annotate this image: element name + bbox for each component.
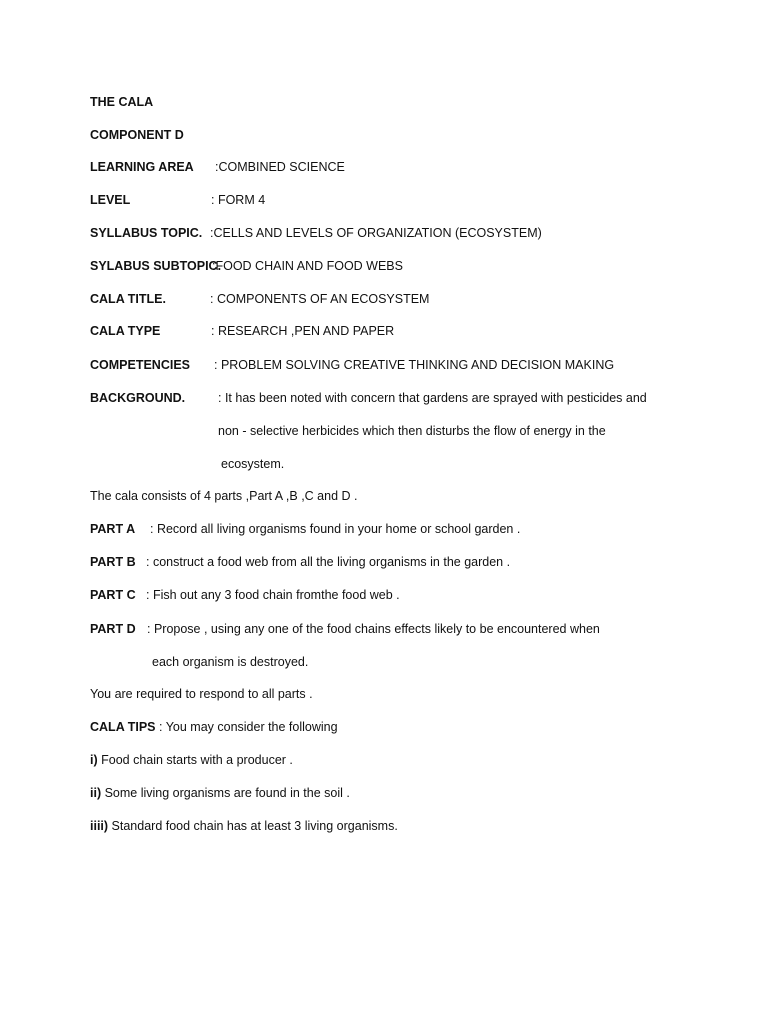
cala-tips-text: : You may consider the following — [155, 720, 338, 734]
part-b-text: : construct a food web from all the living organisms in the garden . — [146, 555, 511, 569]
learning-area-value: :COMBINED SCIENCE — [215, 160, 345, 174]
tip-1-label: i) — [90, 753, 98, 767]
tip-item-3 — [90, 818, 398, 834]
tip-3-text: Standard food chain has at least 3 living organisms. — [108, 819, 398, 833]
part-d-text: : Propose , using any one of the food chains effects likely to be encountered when — [147, 622, 600, 636]
cala-title-value: : COMPONENTS OF AN ECOSYSTEM — [210, 292, 430, 306]
syllabus-subtopic-value: :FOOD CHAIN AND FOOD WEBS — [212, 259, 403, 273]
cala-tips-line — [90, 719, 338, 735]
part-d-text-line2: each organism is destroyed. — [152, 655, 309, 669]
part-a-label: PART A — [90, 522, 136, 536]
tip-2-label: ii) — [90, 786, 102, 800]
part-a-text: : Record all living organisms found in your home or school garden . — [150, 522, 521, 536]
cala-title-label: CALA TITLE. — [90, 292, 166, 306]
syllabus-topic-label: SYLLABUS TOPIC. — [90, 226, 203, 240]
cala-tips-label: CALA TIPS — [90, 720, 156, 734]
competencies-value: : PROBLEM SOLVING CREATIVE THINKING AND DECISION MAKING — [214, 358, 615, 372]
part-c-text: : Fish out any 3 food chain fromthe food web . — [146, 588, 400, 602]
level-label: LEVEL — [90, 193, 131, 207]
respond-instruction: You are required to respond to all parts . — [90, 687, 313, 701]
cala-type-label: CALA TYPE — [90, 324, 161, 338]
background-label: BACKGROUND. — [90, 391, 186, 405]
syllabus-subtopic-label: SYLABUS SUBTOPIC. — [90, 259, 222, 273]
background-text-line2: non - selective herbicides which then disturbs the flow of energy in the — [218, 424, 606, 438]
component-label: COMPONENT D — [90, 128, 184, 142]
tip-2-text: Some living organisms are found in the soil . — [101, 786, 350, 800]
level-value: : FORM 4 — [211, 193, 266, 207]
part-b-label: PART B — [90, 555, 136, 569]
intro-text: The cala consists of 4 parts ,Part A ,B ,C and D . — [90, 489, 358, 503]
syllabus-topic-value: :CELLS AND LEVELS OF ORGANIZATION (ECOSYSTEM) — [210, 226, 542, 240]
part-c-label: PART C — [90, 588, 136, 602]
competencies-label: COMPETENCIES — [90, 358, 191, 372]
tip-item-1 — [90, 752, 293, 768]
tip-3-label: iiii) — [90, 819, 109, 833]
tip-1-text: Food chain starts with a producer . — [97, 753, 293, 767]
part-d-label: PART D — [90, 622, 136, 636]
learning-area-label: LEARNING AREA — [90, 160, 194, 174]
cala-type-value: : RESEARCH ,PEN AND PAPER — [211, 324, 395, 338]
tip-item-2 — [90, 785, 350, 801]
background-text-line3: ecosystem. — [221, 457, 285, 471]
background-text-line1: : It has been noted with concern that gardens are sprayed with pesticides and — [218, 391, 647, 405]
document-title: THE CALA — [90, 95, 154, 109]
